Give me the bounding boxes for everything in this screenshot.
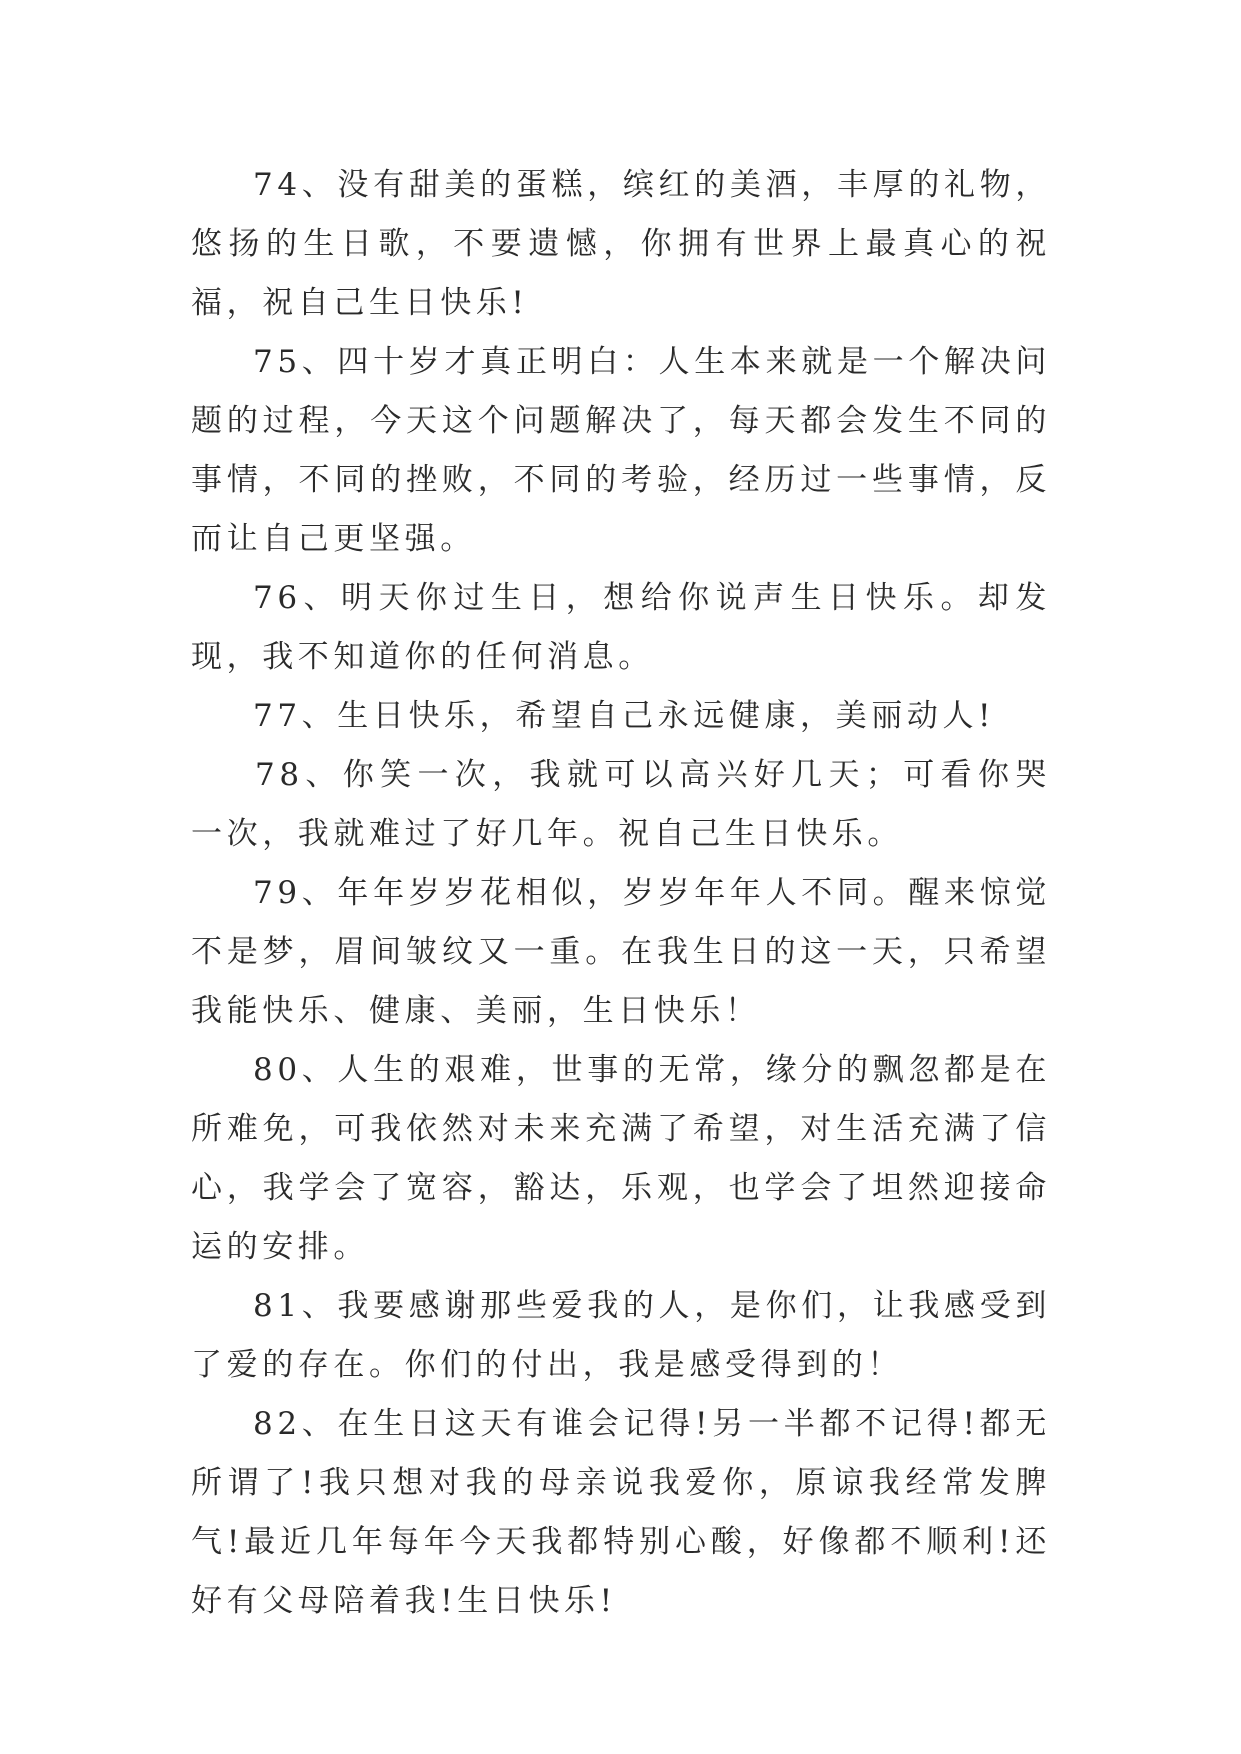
paragraph-79: 79、年年岁岁花相似，岁岁年年人不同。醒来惊觉不是梦，眉间皱纹又一重。在我生日的这一天，只希望我能快乐、健康、美丽，生日快乐！ [191, 875, 1051, 1029]
paragraph-80: 80、人生的艰难，世事的无常，缘分的飘忽都是在所难免，可我依然对未来充满了希望，对生活充满了信心，我学会了宽容，豁达，乐观，也学会了坦然迎接命运的安排。 [191, 1052, 1051, 1265]
paragraph-74: 74、没有甜美的蛋糕，缤红的美酒，丰厚的礼物，悠扬的生日歌，不要遗憾，你拥有世界上最真心的祝福，祝自己生日快乐! [191, 167, 1051, 321]
document-body [191, 156, 1051, 1631]
paragraph-82: 82、在生日这天有谁会记得!另一半都不记得!都无所谓了!我只想对我的母亲说我爱你，原谅我经常发脾气!最近几年每年今天我都特别心酸，好像都不顺利!还好有父母陪着我!生日快乐! [191, 1406, 1051, 1619]
paragraph-75: 75、四十岁才真正明白：人生本来就是一个解决问题的过程，今天这个问题解决了，每天都会发生不同的事情，不同的挫败，不同的考验，经历过一些事情，反而让自己更坚强。 [191, 344, 1051, 557]
paragraph-78: 78、你笑一次，我就可以高兴好几天；可看你哭一次，我就难过了好几年。祝自己生日快乐。 [191, 757, 1051, 852]
paragraph-77: 77、生日快乐，希望自己永远健康，美丽动人! [253, 698, 996, 734]
paragraph-81: 81、我要感谢那些爱我的人，是你们，让我感受到了爱的存在。你们的付出，我是感受得到的！ [191, 1288, 1051, 1383]
paragraph-76: 76、明天你过生日，想给你说声生日快乐。却发现，我不知道你的任何消息。 [191, 580, 1051, 675]
